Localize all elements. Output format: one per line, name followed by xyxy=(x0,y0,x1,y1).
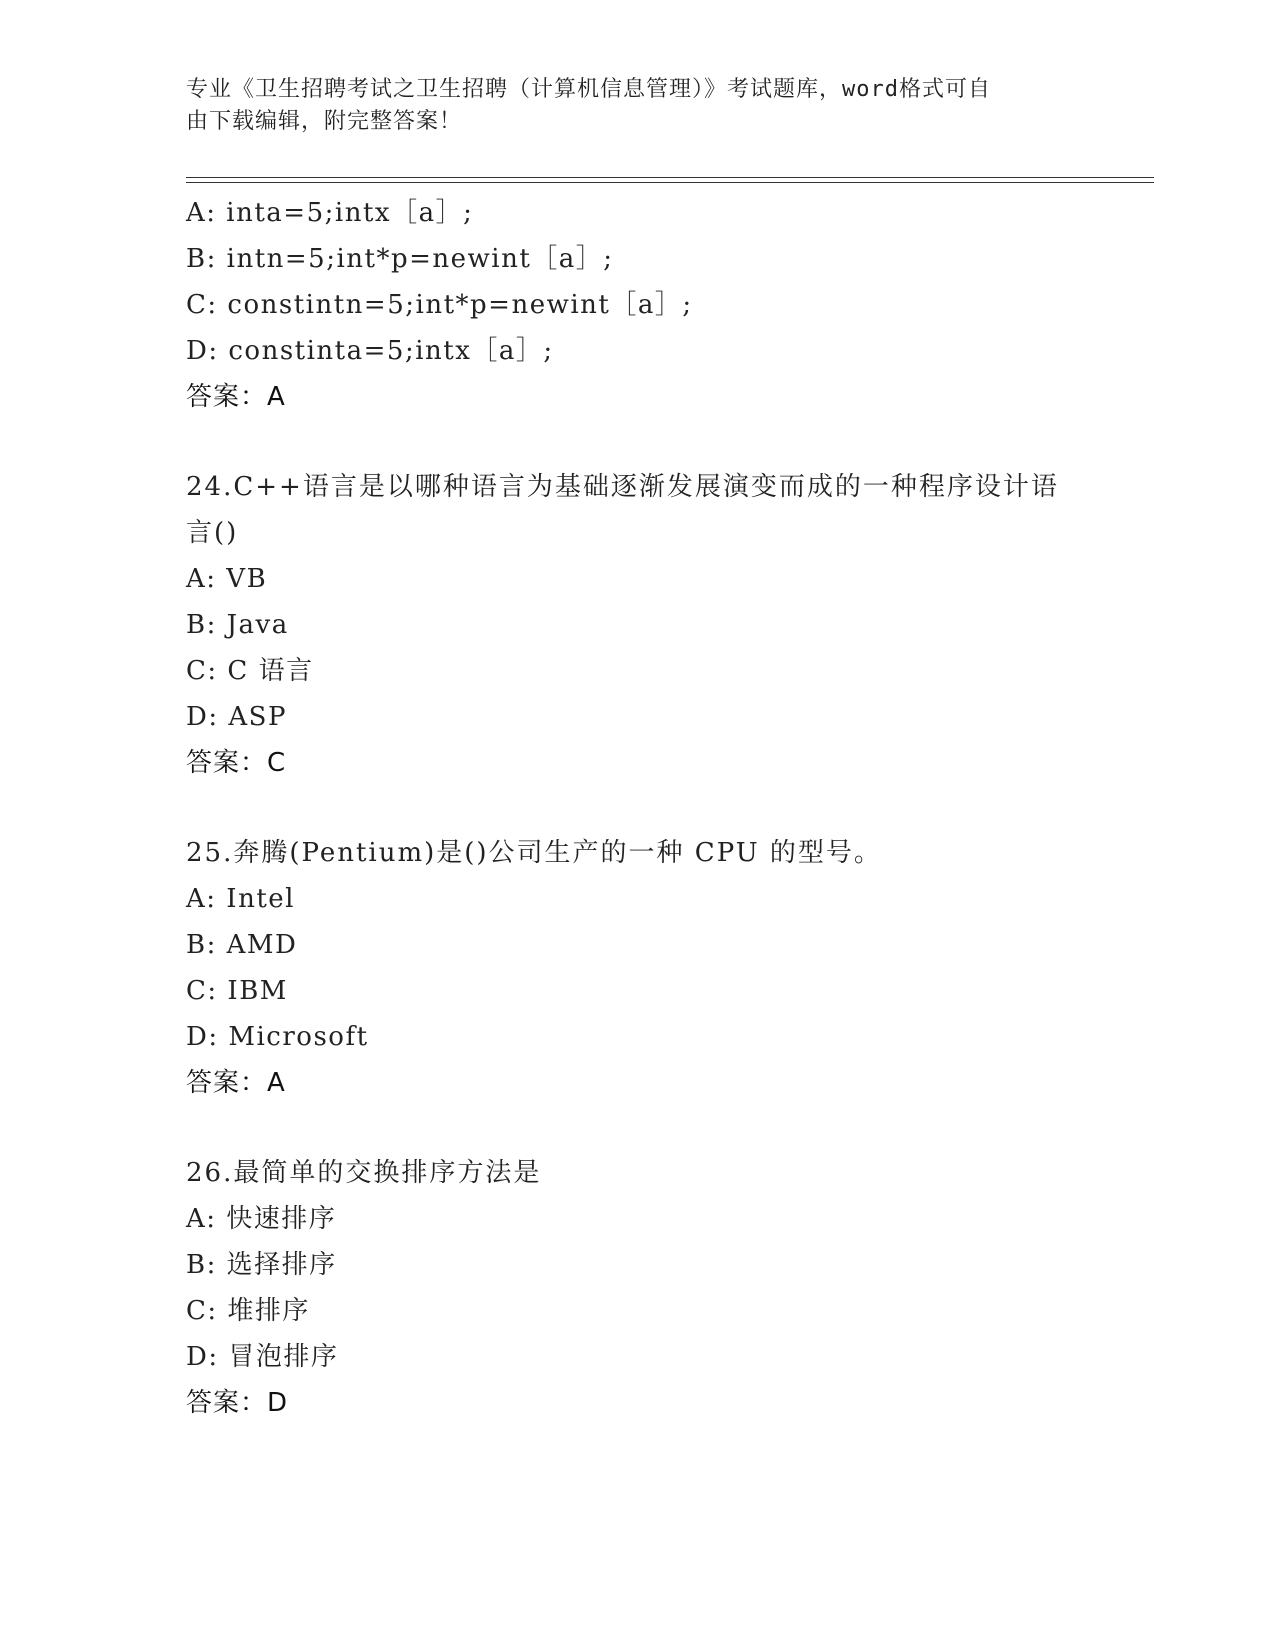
option-b: B: Java xyxy=(186,610,289,640)
header-note xyxy=(186,74,1066,138)
option-a: A: 快速排序 xyxy=(186,1204,337,1234)
option-a: A: inta=5;intx［a］; xyxy=(186,198,474,228)
question-26 xyxy=(186,1150,1086,1426)
option-b: B: AMD xyxy=(186,930,298,960)
question-stem-line-1: 24.C++语言是以哪种语言为基础逐渐发展演变而成的一种程序设计语 xyxy=(186,472,1059,502)
option-b: B: 选择排序 xyxy=(186,1250,337,1280)
option-d: D: ASP xyxy=(186,702,287,732)
answer: 答案：C xyxy=(186,748,287,778)
option-c: C: 堆排序 xyxy=(186,1296,310,1326)
question-stem: 26.最简单的交换排序方法是 xyxy=(186,1158,542,1188)
option-c: C: IBM xyxy=(186,976,288,1006)
question-stem: 25.奔腾(Pentium)是()公司生产的一种 CPU 的型号。 xyxy=(186,838,882,868)
option-a: A: Intel xyxy=(186,884,295,914)
option-d: D: constinta=5;intx［a］; xyxy=(186,336,554,366)
option-b: B: intn=5;int*p=newint［a］; xyxy=(186,244,614,274)
answer: 答案：A xyxy=(186,1068,286,1098)
question-25 xyxy=(186,830,1086,1106)
header-rule-bottom xyxy=(186,182,1154,183)
question-stem-line-2: 言() xyxy=(186,518,239,548)
question-23 xyxy=(186,190,1086,420)
option-c: C: C 语言 xyxy=(186,656,314,686)
answer: 答案：D xyxy=(186,1388,289,1418)
question-list xyxy=(186,190,1086,1426)
header-rule-top xyxy=(186,177,1154,178)
answer: 答案：A xyxy=(186,382,286,412)
option-a: A: VB xyxy=(186,564,268,594)
option-d: D: Microsoft xyxy=(186,1022,369,1052)
header-line-2: 由下载编辑，附完整答案！ xyxy=(186,109,463,134)
option-c: C: constintn=5;int*p=newint［a］; xyxy=(186,290,693,320)
option-d: D: 冒泡排序 xyxy=(186,1342,339,1372)
question-24 xyxy=(186,464,1086,786)
header-line-1: 专业《卫生招聘考试之卫生招聘（计算机信息管理）》考试题库，word格式可自 xyxy=(186,77,991,102)
